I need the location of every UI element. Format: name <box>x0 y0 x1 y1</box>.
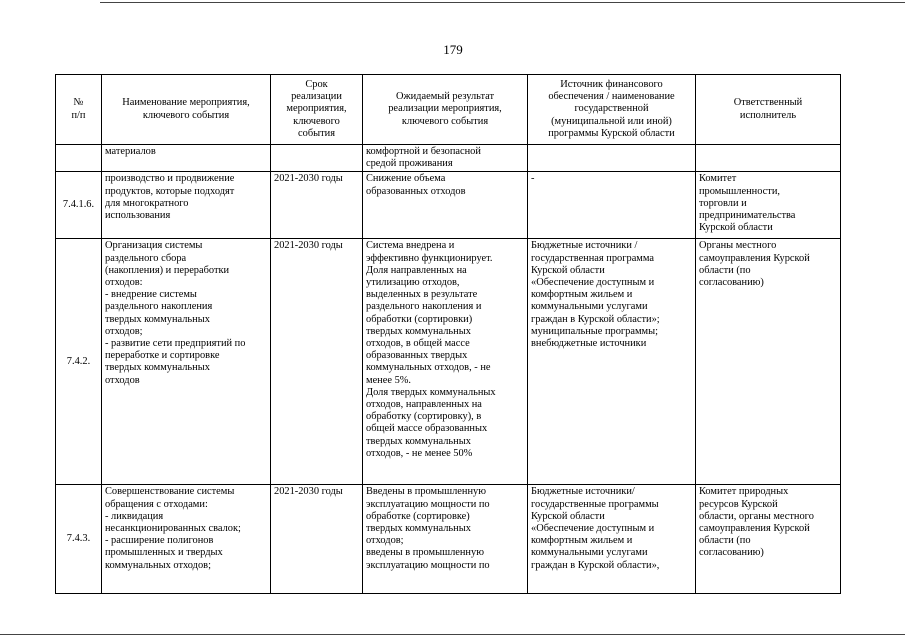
row-period <box>271 145 363 172</box>
row-result: Введены в промышленную эксплуатацию мощности по обработке (сортировке) твердых коммунальных отходов; введены в промышленную эксплуатацию мощности по <box>363 485 528 594</box>
row-executor: Комитет промышленности, торговли и предпринимательства Курской области <box>696 172 841 239</box>
row-num: 7.4.3. <box>56 485 102 594</box>
row-num: 7.4.2. <box>56 239 102 485</box>
table-header-row <box>56 75 841 145</box>
table-row <box>56 172 841 239</box>
header-period: Срок реализации мероприятия, ключевого события <box>271 75 363 145</box>
table-row <box>56 145 841 172</box>
row-executor <box>696 145 841 172</box>
bottom-rule <box>0 634 905 635</box>
row-period: 2021-2030 годы <box>271 172 363 239</box>
row-source: Бюджетные источники / государственная программа Курской области «Обеспечение доступным и комфортным жильем и коммунальными услугами граждан в Курской области»; муниципальные программы; внебюджетные источники <box>528 239 696 485</box>
table-row <box>56 485 841 594</box>
row-name: материалов <box>102 145 271 172</box>
row-result: Снижение объема образованных отходов <box>363 172 528 239</box>
row-period: 2021-2030 годы <box>271 485 363 594</box>
row-source: - <box>528 172 696 239</box>
row-source: Бюджетные источники/ государственные программы Курской области «Обеспечение доступным и комфортным жильем и коммунальными услугами граждан в Курской области», <box>528 485 696 594</box>
top-rule <box>100 2 905 3</box>
header-num: № п/п <box>56 75 102 145</box>
header-source: Источник финансового обеспечения / наименование государственной (муниципальной или иной) программы Курской области <box>528 75 696 145</box>
table-row <box>56 239 841 485</box>
row-period: 2021-2030 годы <box>271 239 363 485</box>
activities-table <box>55 74 841 594</box>
header-name: Наименование мероприятия, ключевого события <box>102 75 271 145</box>
row-num <box>56 145 102 172</box>
row-num: 7.4.1.6. <box>56 172 102 239</box>
row-source <box>528 145 696 172</box>
row-name: Совершенствование системы обращения с отходами: - ликвидация несанкционированных свалок; - расширение полигонов промышленных и твердых коммунальных отходов; <box>102 485 271 594</box>
row-name: Организация системы раздельного сбора (накопления) и переработки отходов: - внедрение системы раздельного накопления твердых коммунальных отходов; - развитие сети предприятий по переработке и сортировке твердых коммунальных отходов <box>102 239 271 485</box>
header-executor: Ответственный исполнитель <box>696 75 841 145</box>
page-number: 179 <box>443 42 463 57</box>
header-result: Ожидаемый результат реализации мероприятия, ключевого события <box>363 75 528 145</box>
row-result: Система внедрена и эффективно функционирует. Доля направленных на утилизацию отходов, выделенных в результате раздельного накопления и обработки (сортировки) твердых коммунальных отходов, в общей массе образованных твердых коммунальных отходов, - не менее 5%. Доля твердых коммунальных отходов, направленных на обработку (сортировку), в общей массе образованных твердых коммунальных отходов, - не менее 50% <box>363 239 528 485</box>
row-executor: Органы местного самоуправления Курской области (по согласованию) <box>696 239 841 485</box>
row-executor: Комитет природных ресурсов Курской области, органы местного самоуправления Курской области (по согласованию) <box>696 485 841 594</box>
row-result: комфортной и безопасной средой проживания <box>363 145 528 172</box>
row-name: производство и продвижение продуктов, которые подходят для многократного использования <box>102 172 271 239</box>
